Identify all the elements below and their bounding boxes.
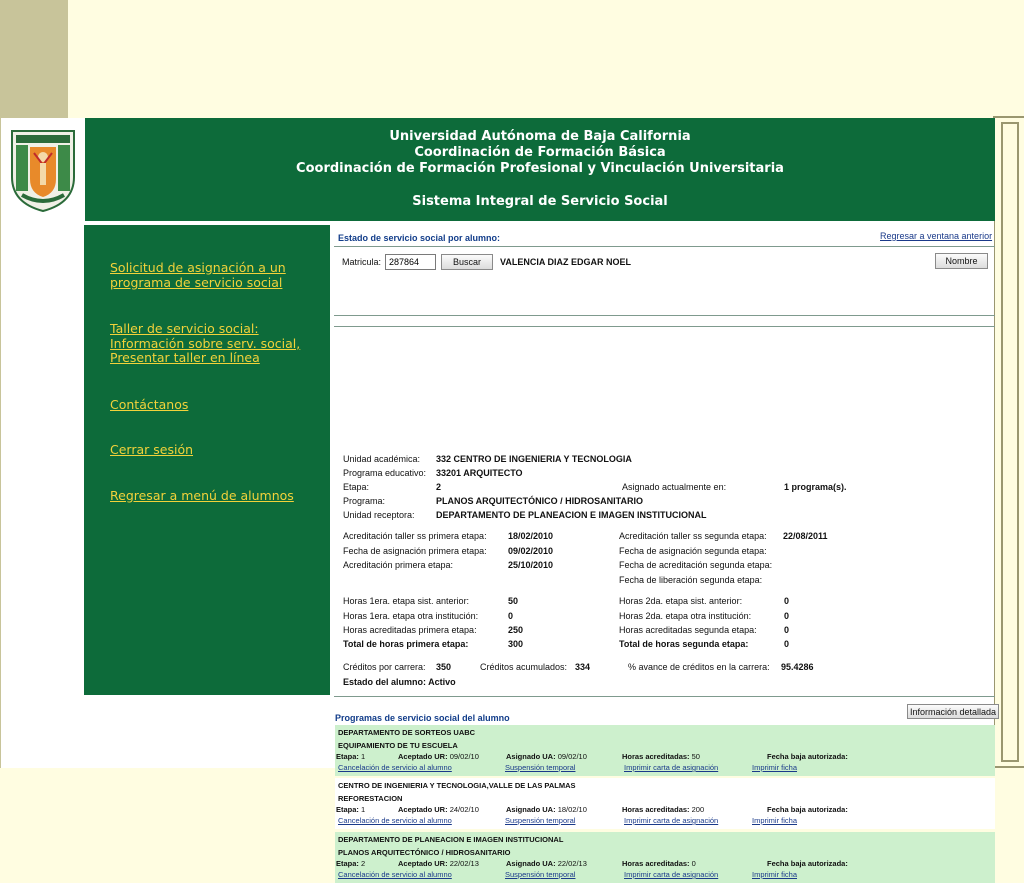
programa-educativo-label: Programa educativo: [343, 468, 427, 478]
programa-value: PLANOS ARQUITECTÓNICO / HIDROSANITARIO [436, 496, 643, 506]
section-title: Estado de servicio social por alumno: [338, 233, 501, 243]
program-details [336, 752, 996, 762]
header-banner [85, 118, 995, 221]
programa-label: Programa: [343, 496, 386, 506]
program-row [335, 778, 995, 829]
h2-ant-label: Horas 2da. etapa sist. anterior: [619, 596, 743, 606]
creditos-acumulados-value: 334 [575, 662, 591, 672]
horas-value: 0 [691, 859, 696, 868]
creditos-carrera-label: Créditos por carrera: [343, 662, 426, 672]
program-name: EQUIPAMIENTO DE TU ESCUELA [338, 741, 458, 750]
asignado-value: 1 programa(s). [784, 482, 847, 492]
sidebar-item-regresar-menu[interactable]: Regresar a menú de alumnos [110, 487, 294, 503]
horas-value: 200 [691, 805, 705, 814]
print-letter-link[interactable]: Imprimir carta de asignación [624, 763, 719, 772]
info-detallada-button[interactable]: Información detallada [907, 704, 999, 719]
baja-label: Fecha baja autorizada: [767, 752, 848, 761]
h2-acred-label: Horas acreditadas segunda etapa: [619, 625, 757, 635]
aceptado-value: 22/02/13 [449, 859, 479, 868]
coord-basica-title: Coordinación de Formación Básica [414, 145, 666, 160]
horas-label: Horas acreditadas: [622, 752, 690, 761]
sidebar-item-cerrar-sesion[interactable]: Cerrar sesión [110, 442, 194, 457]
horas-value: 50 [691, 752, 700, 761]
etapa-value: 1 [361, 752, 366, 761]
print-card-link[interactable]: Imprimir ficha [752, 763, 798, 772]
print-card-link[interactable]: Imprimir ficha [752, 870, 798, 879]
matricula-input[interactable] [385, 254, 436, 270]
horas-label: Horas acreditadas: [622, 805, 690, 814]
creditos-carrera-value: 350 [436, 662, 452, 672]
etapa-label: Etapa: [336, 752, 359, 761]
sidebar-item-contacto[interactable]: Contáctanos [110, 396, 189, 412]
cancel-service-link[interactable]: Cancelación de servicio al alumno [338, 816, 452, 825]
total2-value: 0 [784, 639, 790, 649]
acred-1-value: 25/10/2010 [508, 560, 554, 570]
fecha-acred-2-label: Fecha de acreditación segunda etapa: [619, 560, 773, 570]
unidad-academica-label: Unidad académica: [343, 454, 421, 464]
program-name: REFORESTACION [338, 794, 403, 803]
etapa-label: Etapa: [336, 859, 359, 868]
programs-title: Programas de servicio social del alumno [335, 713, 510, 723]
asignado-label: Asignado UA: [506, 859, 556, 868]
fecha-lib-2-label: Fecha de liberación segunda etapa: [619, 575, 763, 585]
etapa-label: Etapa: [336, 805, 359, 814]
program-actions [338, 870, 998, 880]
program-details [336, 805, 996, 815]
print-letter-link[interactable]: Imprimir carta de asignación [624, 816, 719, 825]
acred-1-label: Acreditación primera etapa: [343, 560, 454, 570]
search-button[interactable]: Buscar [441, 254, 493, 270]
asignado-value: 22/02/13 [557, 859, 587, 868]
right-decoration-inner [1001, 122, 1019, 762]
aceptado-label: Aceptado UR: [398, 859, 448, 868]
sidebar-item-taller[interactable]: Taller de servicio social: Información sobre serv. social, Presentar taller en línea [110, 321, 301, 365]
total1-label: Total de horas primera etapa: [343, 639, 469, 649]
back-link[interactable]: Regresar a ventana anterior [880, 231, 993, 241]
program-dept: CENTRO DE INGENIERIA Y TECNOLOGIA,VALLE DE LAS PALMAS [338, 781, 576, 790]
program-dept: DEPARTAMENTO DE PLANEACION E IMAGEN INSTITUCIONAL [338, 835, 564, 844]
asignado-label: Asignado UA: [506, 752, 556, 761]
program-details [336, 859, 996, 869]
print-letter-link[interactable]: Imprimir carta de asignación [624, 870, 719, 879]
estado-alumno: Estado del alumno: Activo [343, 677, 456, 687]
cancel-service-link[interactable]: Cancelación de servicio al alumno [338, 870, 452, 879]
asignado-label: Asignado UA: [506, 805, 556, 814]
program-row [335, 725, 995, 776]
browser-frame [0, 118, 997, 879]
acred-taller-2-label: Acreditación taller ss segunda etapa: [619, 531, 767, 541]
page-header [1, 118, 995, 221]
h1-ant-value: 50 [508, 596, 519, 606]
acred-taller-1-label: Acreditación taller ss primera etapa: [343, 531, 487, 541]
baja-label: Fecha baja autorizada: [767, 859, 848, 868]
h1-otra-label: Horas 1era. etapa otra institución: [343, 611, 479, 621]
etapa-label: Etapa: [343, 482, 370, 492]
name-button[interactable]: Nombre [935, 253, 988, 269]
aceptado-value: 09/02/10 [449, 752, 479, 761]
h1-acred-label: Horas acreditadas primera etapa: [343, 625, 477, 635]
shield-logo-icon [8, 127, 78, 213]
divider [334, 696, 995, 697]
fecha-asig-2-label: Fecha de asignación segunda etapa: [619, 546, 767, 556]
horas-label: Horas acreditadas: [622, 859, 690, 868]
asignado-value: 18/02/10 [557, 805, 587, 814]
h1-ant-label: Horas 1era. etapa sist. anterior: [343, 596, 470, 606]
h2-ant-value: 0 [784, 596, 790, 606]
asignado-label: Asignado actualmente en: [622, 482, 727, 492]
program-row [335, 832, 995, 883]
h1-acred-value: 250 [508, 625, 524, 635]
total1-value: 300 [508, 639, 524, 649]
suspend-link[interactable]: Suspensión temporal [505, 816, 576, 825]
h2-acred-value: 0 [784, 625, 790, 635]
divider [334, 246, 995, 247]
program-actions [338, 816, 998, 826]
etapa-value: 1 [361, 805, 366, 814]
matricula-label: Matricula: [342, 257, 382, 267]
right-decoration [993, 116, 1024, 768]
divider [334, 315, 995, 316]
sidebar-menu [84, 225, 330, 695]
aceptado-label: Aceptado UR: [398, 752, 448, 761]
uabc-logo [1, 118, 85, 221]
university-title: Universidad Autónoma de Baja California [389, 129, 691, 144]
h2-otra-label: Horas 2da. etapa otra institución: [619, 611, 752, 621]
student-name: VALENCIA DIAZ EDGAR NOEL [500, 257, 632, 267]
program-actions [338, 763, 998, 773]
aceptado-value: 24/02/10 [449, 805, 479, 814]
fecha-asig-1-label: Fecha de asignación primera etapa: [343, 546, 487, 556]
programa-educativo-value: 33201 ARQUITECTO [436, 468, 523, 478]
asignado-value: 09/02/10 [557, 752, 587, 761]
total2-label: Total de horas segunda etapa: [619, 639, 749, 649]
coord-profesional-title: Coordinación de Formación Profesional y Vinculación Universitaria [296, 161, 784, 176]
avance-value: 95.4286 [781, 662, 814, 672]
acred-taller-1-value: 18/02/2010 [508, 531, 554, 541]
suspend-link[interactable]: Suspensión temporal [505, 763, 576, 772]
search-row [342, 253, 631, 271]
program-name: PLANOS ARQUITECTÓNICO / HIDROSANITARIO [338, 848, 511, 857]
h2-otra-value: 0 [784, 611, 790, 621]
aceptado-label: Aceptado UR: [398, 805, 448, 814]
etapa-value: 2 [361, 859, 366, 868]
unidad-academica-value: 332 CENTRO DE INGENIERIA Y TECNOLOGIA [436, 454, 632, 464]
fecha-asig-1-value: 09/02/2010 [508, 546, 554, 556]
system-title: Sistema Integral de Servicio Social [412, 194, 668, 209]
unidad-receptora-value: DEPARTAMENTO DE PLANEACION E IMAGEN INSTITUCIONAL [436, 510, 707, 520]
print-card-link[interactable]: Imprimir ficha [752, 816, 798, 825]
suspend-link[interactable]: Suspensión temporal [505, 870, 576, 879]
olive-corner-block [0, 0, 68, 118]
cancel-service-link[interactable]: Cancelación de servicio al alumno [338, 763, 452, 772]
h1-otra-value: 0 [508, 611, 514, 621]
avance-label: % avance de créditos en la carrera: [628, 662, 770, 672]
etapa-value: 2 [436, 482, 442, 492]
acred-taller-2-value: 22/08/2011 [783, 531, 828, 541]
program-dept: DEPARTAMENTO DE SORTEOS UABC [338, 728, 476, 737]
baja-label: Fecha baja autorizada: [767, 805, 848, 814]
sidebar-item-solicitud[interactable]: Solicitud de asignación a un programa de servicio social [110, 260, 286, 290]
unidad-receptora-label: Unidad receptora: [343, 510, 415, 520]
main-content [334, 225, 997, 879]
divider [334, 326, 995, 327]
creditos-acumulados-label: Créditos acumulados: [480, 662, 568, 672]
